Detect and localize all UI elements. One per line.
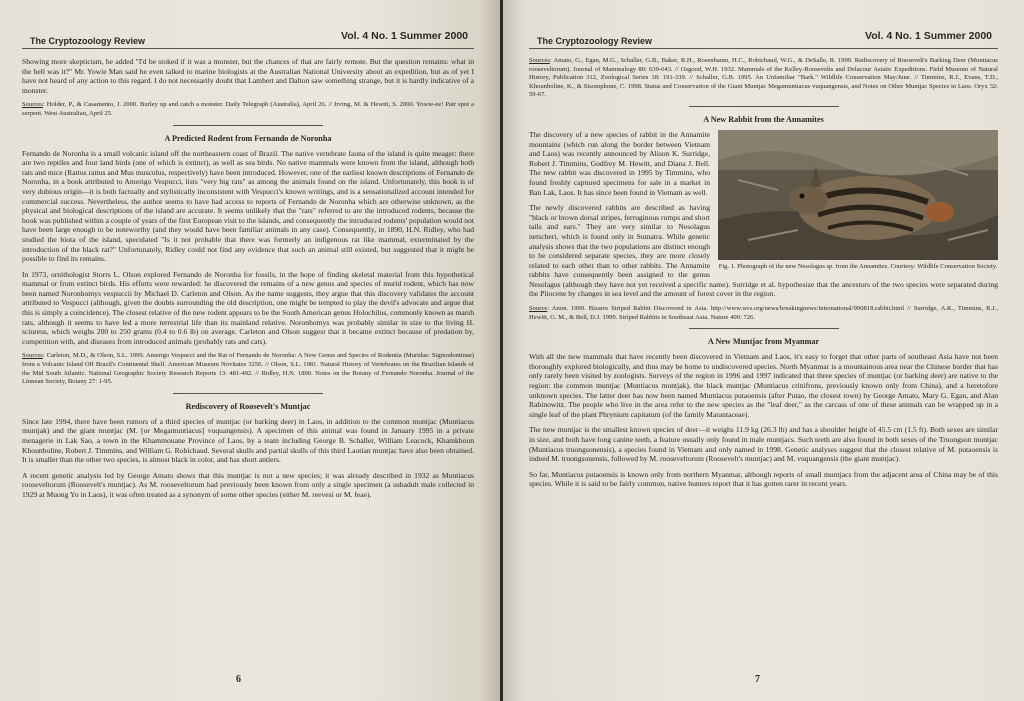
section-divider [173,125,323,126]
page-number: 6 [236,674,241,685]
body-paragraph: So far, Muntiacus putaoensis is known only from northern Myanmar, although reports of small muntjacs from the adjacent area of China may be of this species. While it is said to be fairly common, native hunters report that it has gotten rarer in recent years. [529,469,998,489]
sources-block [529,57,998,100]
body-paragraph: With all the new mammals that have recently been discovered in Vietnam and Laos, it's easy to forget that other parts of southeast Asia have not been thoroughly explored biologically, and thus may be home to undiscovered species. North Myanmar is a mountainous area near the Chinese border that has only rarely been visited by zoologists. Surveys of the region in 1996 and 1997 indicated that three species of muntjac (or barking deer) are native to the region: the common muntjac (Muntiacus muntjak), the black muntjac (Muntiacus crinifrons, previously known only from China), and a heretofore unknown species. The latter deer has now been named Muntiacus putaoensis (after Putao, the closest town) by George Amato, Mary G. Egan, and Alan Rabinowitz. The people who live in the area refer to the new species as the "leaf deer," as the carcass of one of these animals can be wrapped up in a single leaf of the plant Phrynium capitatum (of the family Marantaceae). [529,352,998,419]
section-title: A New Muntjac from Myanmar [707,337,820,347]
body-paragraph: The new muntjac is the smallest known species of deer—it weighs 11.9 kg (26.3 lb) and has a shoulder height of 45.5 cm (1.5 ft). Both sexes are similar in size, and both have long canine teeth, a feature usually only found in male muntjacs. Such teeth are also found in both sexes of the Truongson muntjac (Muntiacus truongsonensis), a species found in Vietnam and only named in 1998. Genetic analyses suggest that the closest relative of M. putaoensis is indeed M. truongsonensis, followed by M. rooseveltorum (Roosevelt's muntjac) and M. vuquangensis (the giant muntjac). [529,425,998,464]
right-page [503,0,1024,701]
section-title: A Predicted Rodent from Fernando de Noronha [164,133,332,143]
sources-label: Sources [22,352,43,360]
sources-label: Sources [529,57,550,64]
sources-text: : Anon. 1999. Bizarre Striped Rabbit Discovered in Asia. http://www.wcs.org/news/breakingnews/international/990818.rabbit.html // Surridge, A.K., Timmins, R.J., Hewitt, G. M., & Bell, D.J. 1999. Striped Rabbits in Southeast Asia. Nature 400: 726. [529,305,998,321]
rabbit-photo [718,130,998,260]
sources-text: : Holder, P., & Casamento, J. 2000. Burley up and catch a monster. Daily Telegraph (Australia), April 26. // Irving, M. & Hewitt, S. 2000. Yowie-ee! Pair spot a serpent. West Australian, April 25. [22,101,474,117]
body-paragraph: The newly discovered rabbits are described as having "black or brown dorsal stripes, ferruginous rumps and short tails and ears." They are very similar to Nesolagus netscheri, which is found only in Sumatra. While genetic analysis shows that the two populations are distinct enough to be considered separate species, they are more closely related to each other than to other rabbits. The Annamite rabbits have consequently been assigned to the genus Nesolagus (although they have not yet received a specific name). Surridge et al. hypothesize that the ancestors of the two species were separated during the Pliocene by changes in sea level and the amount of forest cover in the region. [529,203,998,299]
sources-block [529,305,998,322]
sources-block [22,101,474,118]
left-page [0,0,500,701]
issue-label: Vol. 4 No. 1 Summer 2000 [864,30,992,42]
section-divider [173,393,323,394]
sources-label: Source [529,305,548,313]
right-page-header [529,22,998,49]
body-paragraph: The discovery of a new species of rabbit in the Annamite mountains (which run along the border between Vietnam and Laos) was recently announced by Alison K. Surridge, Robert J. Timmins, Godfrey M. Hewitt, and Diana J. Bell. The new rabbit was discovered in 1995 by Timmins, who found freshly captured specimens for sale in a market in Ban Lak, Laos. It has since been found in Vietnam as well. [529,129,710,197]
sources-block [22,352,474,386]
body-paragraph: Since late 1994, there have been rumors of a third species of muntjac (or barking deer) in Laos, in addition to the common muntjac (Muntiacus muntjak) and the giant muntjac (M. [or Megamuntiacus] vuquangensis). A specimen of this animal was found in January 1995 in a private menagerie in Lak Sao, a town in the Khammouane Province of Laos, by a team including George B. Schaller, William Leacock, Khamkhoun Khounboline, Robert J. Timmins, and William G. Robichaud. Several skulls and partial skulls of this third Laotian muntjac have also been obtained. It is smaller than the other two species, is almost black in color, and has short antlers. [22,416,474,465]
issue-label: Vol. 4 No. 1 Summer 2000 [340,30,468,42]
section-divider [689,106,839,107]
page-number: 7 [755,674,760,685]
magazine-title: The Cryptozoology Review [537,36,653,46]
sources-text: : Carleton, M.D., & Olson, S.L. 1999. Amerigo Vespucci and the Rat of Fernando de Noronha: A New Genus and Species of Rodentia (Muridae: Sigmodontinae) from a Volcanic Island Off Brazil's Continental Shelf. American Museum Novitates 3256. // Olson, S.L. 1981. Natural History of Vertebrates on the Brazilian Islands of the Mid South Atlantic. National Geographic Society Research Reports 13: 481-492. // Ridley, H.N. 1890. Notes on the Botany of Fernando Noronha. Journal of the Linnean Society, Botany 27: 1-95. [22,352,474,386]
magazine-title: The Cryptozoology Review [30,36,146,46]
body-paragraph: Fernando de Noronha is a small volcanic island off the northeastern coast of Brazil. The native vertebrate fauna of the island is quite meager: there are two reptiles and four land birds (one of which is extinct), as well as sea birds. No native mammals were known from the island, although both rats and mice (Rattus rattus and Mus musculus, respectively) have been introduced. However, one of the earliest known descriptions of Fernando de Noronha, in a book attributed to Amerigo Vespucci, lists "very big rats" as among the animals found on the island. Unfortunately, this book is of very dubious origin—it is both factually and stylistically inconsistent with Vespucci's known writings, and is a sensationalized account intended for commercial success. Nevertheless, the author seems to have had access to reports of Fernando de Noronha which are otherwise unknown, as the physical and biological descriptions of the island are accurate. It seems unlikely that the "rats" referred to are the introduced rodents, because the book was published within a couple of years of the first European visit to the islands, and consequently the introduced rodents' population would not have been large enough to be noteworthy (and they would have been familiar animals in any case). Consequently, in 1890, H.N. Ridley, who had studied the biota of the island, speculated "Is it not probable that there was formerly an indigenous rat like mammal, exterminated by the introduction of the black rat?" Unfortunately, Ridley could not find any evidence that such an animal still existed, but suggested that it might be possible to find its remains. [22,148,474,264]
left-page-header [22,22,474,49]
figure [718,130,998,271]
body-paragraph: A recent genetic analysis led by George Amato shows that this muntjac is not a new species; it was already described in 1932 as Muntiacus rooseveltorum (Roosevelt's muntjac). As M. rooseveltorum had previously been known from only a single specimen (a subadult male collected in 1929 at Muong Yo in Laos), it was often treated as a synonym of some other species (either M. reevesi or M. feae). [22,470,474,499]
rabbit-photo-image [718,130,998,260]
sources-label: Sources [22,101,43,109]
section-divider [689,328,839,329]
intro-paragraph: Showing more skepticism, he added "I'd be stoked if it was a monster, but the chances of that are fairly remote. But the question remains: what in the hell was it?" Mr. Yowie Man said he even talked to marine biologists at the Australian National University about an expedition, but as of yet I have not heard of any action to this regard. I do not necessarily doubt that Lambert and Dalton saw something strange, but it is hardly indicative of a monster. [22,57,474,95]
sources-text: : Amato, G., Egan, M.G., Schaller, G.B., Baker, R.H., Rosenbaum, H.C., Robichaud, W.G., & DeSalle, R. 1999. Rediscovery of Roosevelt's Barking Deer (Muntiacus rooseveltorum). Journal of Mammalogy 80: 639-643. // Osgood, W.H. 1932. Mammals of the Kelley-Roosevelts and Delacour Asiatic Expeditions. Field Museum of Natural History, Publication 312, Zoological Series 18: 191-339. // Schaller, G.B. 1995. An Unfamiliar "Bark." Wildlife Conservation May/June. // Timmins, R.J., Evans, T.D., Khounboline, K., & Sisomphone, C. 1998. Status and Conservation of the Giant Muntjac Megamuntiacus vuquangensis, and Notes on Other Muntjac Species in Laos. Oryx 32: 59-67. [529,57,998,99]
section-title: Rediscovery of Roosevelt's Muntjac [185,401,311,411]
figure-caption: Fig. 1. Photograph of the new Nesolagus sp. from the Annamites. Courtesy: Wildlife Conservation Society. [718,262,998,270]
body-paragraph: In 1973, ornithologist Storrs L. Olson explored Fernando de Noronha for fossils, in the hope of finding skeletal material from this hypothetical mammal or from extinct birds. His efforts were rewarded: he discovered the remains of a new genus and species of murid rodent, which has now been named Noronhomys vespuccii by Michael D. Carleton and Olson. As the name suggests, they argue that this discovery validates the account attributed to Vespucci (although, given the doubts surrounding the old description, one might be tempted to play the devil's advocate and argue that this is simply a coincidence). The closest relative of the new rodent appears to be the South American genus Holochilus, commonly known as marsh rats, although it seems to have led a more terrestrial life than its mainland relative. Noronhomys was probably similar in size to the living H. sciureus, which weighs 200 to 250 grams (0.4 to 0.6 lb) on average. Carleton and Olson suggest that it became extinct because of predation by, competition with, and diseases from introduced animals (probably rats and cats). [22,269,474,346]
section-title: A New Rabbit from the Annamites [703,114,824,124]
